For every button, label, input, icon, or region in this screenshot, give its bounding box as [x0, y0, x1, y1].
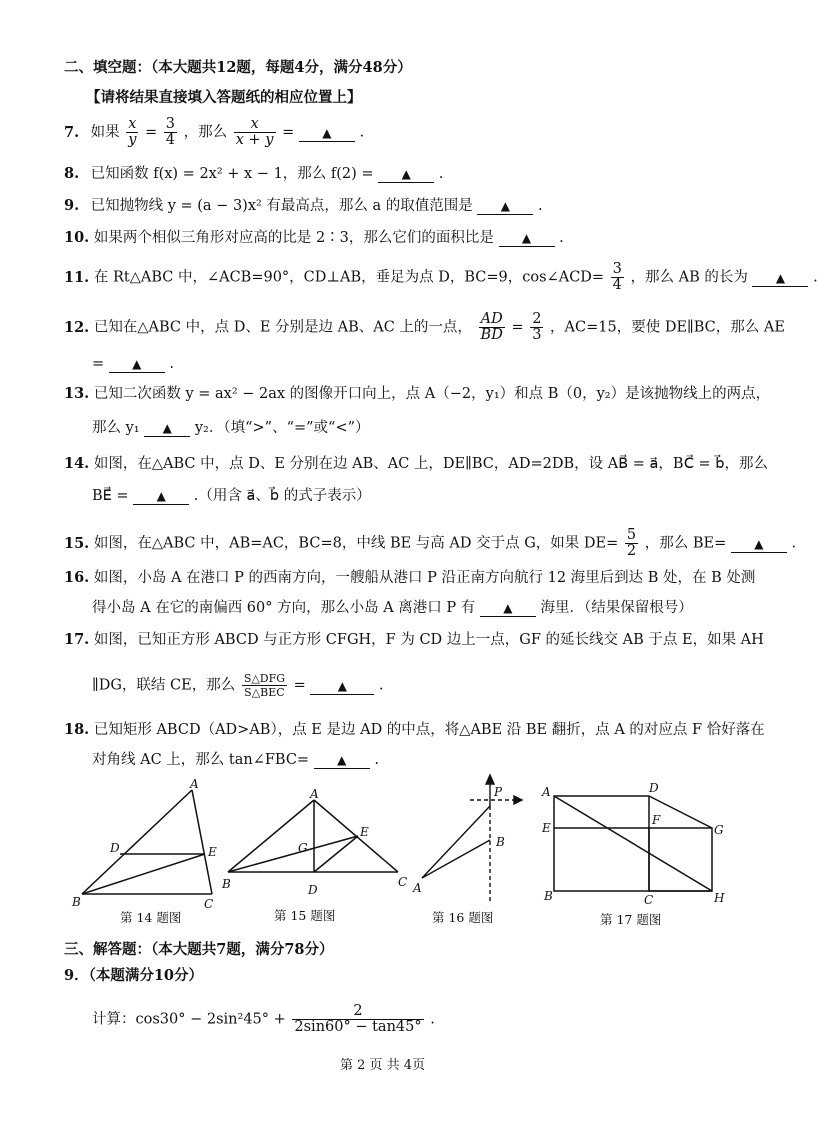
answer-blank[interactable]	[310, 678, 374, 695]
page-footer: 第 2 页 共 4页	[340, 1058, 426, 1073]
section-instruction: 【请将结果直接填入答题纸的相应位置上】	[86, 89, 362, 106]
figure-14	[70, 778, 220, 913]
answer-blank[interactable]	[499, 230, 555, 247]
label-p: P	[494, 785, 503, 799]
question-18: 18. 已知矩形 ABCD（AD>AB），点 E 是边 AD 的中点，将△ABE 沿 BE 翻折，点 A 的对应点 F 恰好落在	[64, 721, 765, 738]
triangle-icon: ▲	[337, 753, 347, 767]
label-h: H	[714, 891, 725, 905]
question-18-line2: 对角线 AC 上，那么 tan∠FBC= ▲ .	[92, 752, 379, 768]
question-14: 14. 如图，在△ABC 中，点 D、E 分别在边 AB、AC 上，DE∥BC，AD=2DB，设 AB⃗ = a⃗，BC⃗ = b⃗，那么	[64, 455, 769, 472]
label-g: G	[714, 823, 724, 837]
label-f: F	[652, 813, 661, 827]
question-12-line2: = ▲ .	[92, 356, 174, 372]
question-12: 12. 已知在△ABC 中，点 D、E 分别是边 AB、AC 上的一点， $\frac{AD}{BD}$ = $\frac{2}{3}$ ，AC=15，要使 DE∥BC，那么 AE	[64, 311, 785, 343]
figure-17-caption: 第 17 题图	[600, 912, 662, 927]
question-19-header: 9．（本题满分10分）	[64, 967, 204, 984]
question-19-expression: 计算：cos30° − 2sin²45° + $\frac{2}{2\sin 60^\circ - \tan 45^\circ}$ .	[92, 1003, 435, 1035]
triangle-icon: ▲	[132, 357, 142, 371]
triangle-icon: ▲	[156, 489, 166, 503]
question-10: 10. 如果两个相似三角形对应高的比是 2∶3，那么它们的面积比是 ▲ .	[64, 229, 564, 246]
figure-14-caption: 第 14 题图	[120, 910, 182, 925]
question-14-line2: BE⃗ = ▲ .（用含 a⃗、b⃗ 的式子表示）	[92, 488, 371, 504]
answer-blank[interactable]	[477, 198, 533, 215]
answer-blank[interactable]	[731, 536, 787, 553]
triangle-icon: ▲	[162, 421, 172, 435]
triangle-icon: ▲	[754, 536, 764, 551]
label-b: B	[544, 889, 553, 903]
triangle-icon: ▲	[500, 199, 511, 213]
figure-15	[222, 786, 412, 904]
label-c: C	[204, 897, 214, 911]
label-g: G	[298, 841, 308, 855]
label-d: D	[110, 841, 120, 855]
triangle-icon: ▲	[503, 601, 513, 615]
question-13-line2: 那么 y₁ ▲ y₂．（填“>”、“=”或“<”）	[92, 420, 370, 436]
question-11: 11. 在 Rt△ABC 中，∠ACB=90°，CD⊥AB，垂足为点 D，BC=9，cos∠ACD= $\frac{3}{4}$ ，那么 AB 的长为 ▲ .	[64, 261, 818, 293]
answer-blank[interactable]	[133, 488, 189, 505]
figure-16	[410, 772, 525, 904]
label-c: C	[398, 875, 408, 889]
question-17: 17. 如图，已知正方形 ABCD 与正方形 CFGH，F 为 CD 边上一点，GF 的延长线交 AB 于点 E，如果 AH	[64, 631, 764, 648]
question-9: 9. 已知抛物线 y = (a − 3)x² 有最高点，那么 a 的取值范围是 ▲ .	[64, 197, 543, 214]
label-a: A	[413, 881, 422, 895]
question-16: 16. 如图，小岛 A 在港口 P 的西南方向，一艘船从港口 P 沿正南方向航行 12 海里后到达 B 处，在 B 处测	[64, 569, 756, 586]
figure-16-caption: 第 16 题图	[432, 910, 494, 925]
question-7: 7. 如果 $\frac{x}{y}$ = $\frac{3}{4}$ ，那么 $\frac{x}{x + y}$ = ▲ .	[64, 116, 365, 148]
question-16-line2: 得小岛 A 在它的南偏西 60° 方向，那么小岛 A 离港口 P 有 ▲ 海里．（结果保留根号）	[92, 600, 693, 616]
label-e: E	[360, 825, 369, 839]
answer-blank[interactable]	[299, 125, 355, 142]
question-13: 13. 已知二次函数 y = ax² − 2ax 的图像开口向上，点 A（−2，y₁）和点 B（0，y₂）是该抛物线上的两点，	[64, 385, 771, 402]
triangle-icon: ▲	[322, 125, 332, 140]
label-c: C	[644, 893, 654, 907]
question-15: 15. 如图，在△ABC 中，AB=AC，BC=8，中线 BE 与高 AD 交于点 G，如果 DE= $\frac{5}{2}$ ，那么 BE= ▲ .	[64, 527, 797, 559]
section-title: 二、填空题：（本大题共12题，每题4分，满分48分）	[64, 59, 412, 76]
answer-blank[interactable]	[109, 356, 165, 373]
figure-17	[536, 780, 736, 910]
label-a: A	[190, 777, 199, 791]
triangle-icon: ▲	[337, 678, 348, 693]
triangle-icon: ▲	[775, 270, 786, 285]
answer-blank[interactable]	[144, 420, 190, 437]
label-b: B	[72, 895, 81, 909]
triangle-icon: ▲	[521, 231, 532, 245]
label-b: B	[496, 835, 505, 849]
answer-blank[interactable]	[480, 600, 536, 617]
question-8: 8. 已知函数 f(x) = 2x² + x − 1，那么 f(2) = ▲ .	[64, 165, 444, 182]
label-e: E	[208, 845, 217, 859]
answer-blank[interactable]	[752, 270, 808, 287]
label-d: D	[308, 883, 318, 897]
triangle-icon: ▲	[401, 167, 411, 181]
label-b: B	[222, 877, 231, 891]
label-e: E	[542, 821, 551, 835]
label-a: A	[310, 787, 319, 801]
answer-blank[interactable]	[314, 752, 370, 769]
label-a: A	[542, 785, 551, 799]
section3-title: 三、解答题：（本大题共7题，满分78分）	[64, 941, 334, 958]
answer-blank[interactable]	[378, 166, 434, 183]
label-d: D	[649, 781, 659, 795]
question-17-line2: ∥DG，联结 CE，那么 $\frac{\text{S△DFG}}{\text{S△BEC}}$ = ▲ .	[92, 672, 384, 699]
figure-15-caption: 第 15 题图	[274, 908, 336, 923]
